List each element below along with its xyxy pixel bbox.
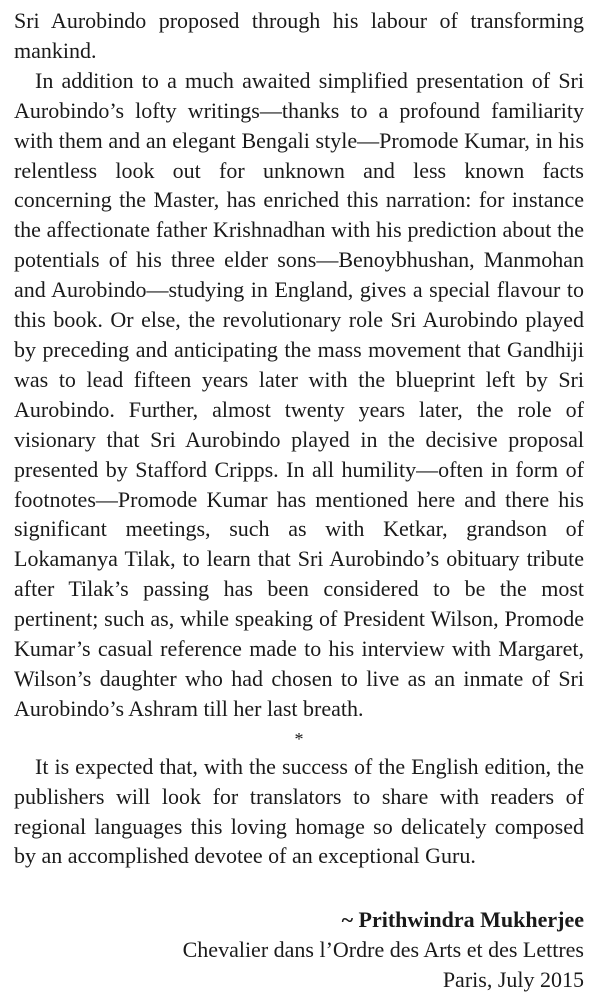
section-separator: * — [294, 728, 304, 749]
signature-block — [14, 905, 584, 995]
paragraph-closing: It is expected that, with the success of the English edition, the publishers will look for translators to share with readers of regional languages this loving homage so delicately composed by an accomplished devotee of an exceptional Guru. — [14, 753, 584, 869]
signature-title: Chevalier dans l’Ordre des Arts et des Lettres — [182, 937, 584, 963]
signature-place-date: Paris, July 2015 — [442, 967, 584, 993]
signature-name: ~ Prithwindra Mukherjee — [341, 907, 584, 933]
document-page — [14, 6, 584, 995]
paragraph-body: In addition to a much awaited simplified presentation of Sri Aurobindo’s lofty writings—thanks to a profound familiarity with them and an elegant Bengali style—Promode Kumar, in his relentless look out for unknown and less known facts concerning the Master, has enriched this narration: for instance the affectionate father Krishnadhan with his prediction about the potentials of his three elder sons—Benoybhushan, Manmohan and Aurobindo—studying in England, gives a special flavour to this book. Or else, the revolutionary role Sri Aurobindo played by preceding and anticipating the mass movement that Gandhiji was to lead fifteen years later with the blueprint left by Sri Aurobindo. Further, almost twenty years later, the role of visionary that Sri Aurobindo played in the decisive proposal presented by Stafford Cripps. In all humility—often in form of footnotes—Promode Kumar has mentioned here and there his significant meetings, such as with Ketkar, grandson of Lokamanya Tilak, to learn that Sri Aurobindo’s obituary tribute after Tilak’s passing has been considered to be the most pertinent; such as, while speaking of President Wilson, Promode Kumar’s casual reference made to his interview with Margaret, Wilson’s daughter who had chosen to live as an inmate of Sri Aurobindo’s Ashram till her last breath. — [14, 67, 584, 721]
paragraph-continuation: Sri Aurobindo proposed through his labour of transforming mankind. — [14, 8, 584, 63]
